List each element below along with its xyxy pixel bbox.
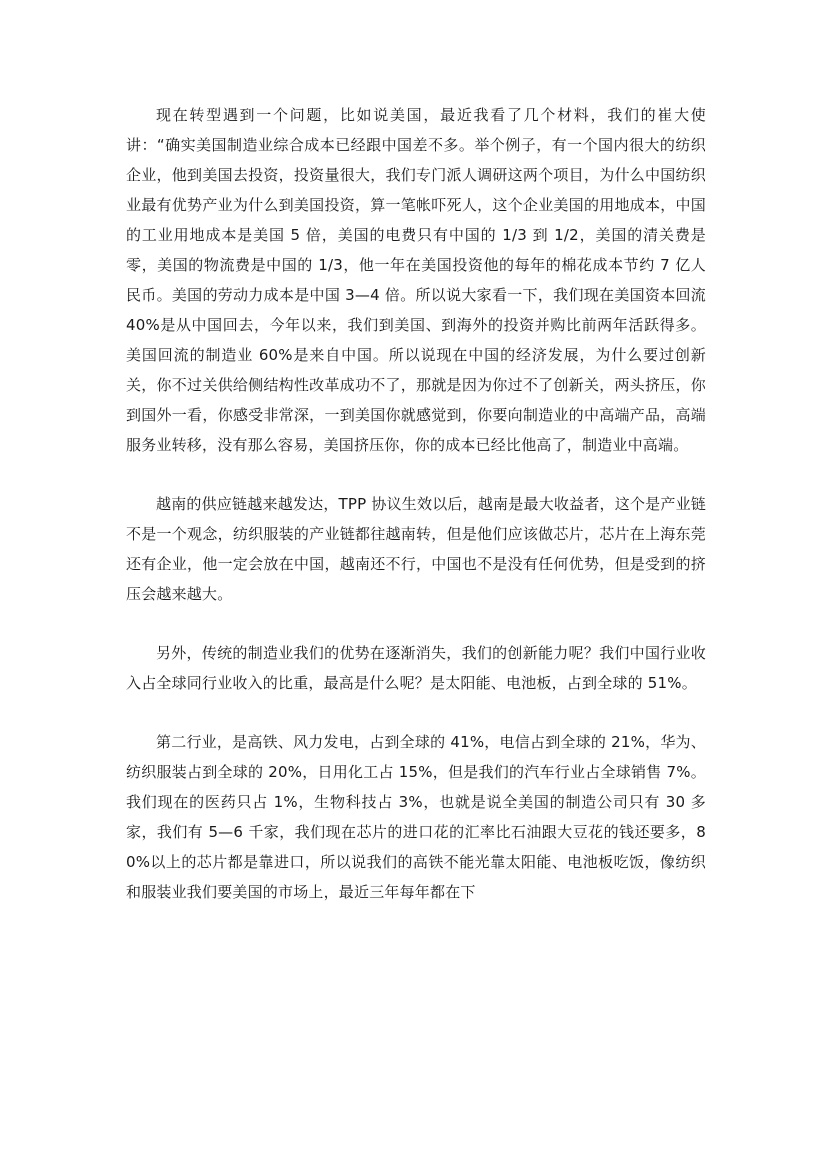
paragraph-us-manufacturing-cost: 现在转型遇到一个问题，比如说美国，最近我看了几个材料，我们的崔大使讲：“确实美国制造业综合成本已经跟中国差不多。举个例子，有一个国内很大的纺织企业，他到美国去投资，投资量很大，我们专门派人调研这两个项目，为什么中国纺织业最有优势产业为什么到美国投资，算一笔帐吓死人，这个企业美国的用地成本，中国的工业用地成本是美国 5 倍，美国的电费只有中国的 1/3 到 1/2，美国的清关费是零，美国的物流费是中国的 1/3，他一年在美国投资他的每年的棉花成本节约 7 亿人民币。美国的劳动力成本是中国 3—4 倍。所以说大家看一下，我们现在美国资本回流 40%是从中国回去，今年以来，我们到美国、到海外的投资并购比前两年活跃得多。美国回流的制造业 60%是来自中国。所以说现在中国的经济发展，为什么要过创新关，你不过关供给侧结构性改革成功不了，那就是因为你过不了创新关，两头挤压，你到国外一看，你感受非常深，一到美国你就感觉到，你要向制造业的中高端产品，高端服务业转移，没有那么容易，美国挤压你，你的成本已经比他高了，制造业中高端。: [126, 106, 706, 454]
paragraph-innovation-capacity: 另外，传统的制造业我们的优势在逐渐消失，我们的创新能力呢？我们中国行业收入占全球同行业收入的比重，最高是什么呢？是太阳能、电池板，占到全球的 51%。: [126, 644, 706, 692]
paragraph-vietnam-supply-chain: 越南的供应链越来越发达，TPP 协议生效以后，越南是最大收益者，这个是产业链不是一个观念，纺织服装的产业链都往越南转，但是他们应该做芯片，芯片在上海东莞还有企业，他一定会放在中国，越南还不行，中国也不是没有任何优势，但是受到的挤压会越来越大。: [126, 495, 706, 603]
document-body: [126, 100, 706, 936]
paragraph-second-industry: 第二行业，是高铁、风力发电，占到全球的 41%，电信占到全球的 21%，华为、纺织服装占到全球的 20%，日用化工占 15%，但是我们的汽车行业占全球销售 7%。我们现在的医药只占 1%，生物科技占 3%，也就是说全美国的制造公司只有 30 多家，我们有 5—6 千家，我们现在芯片的进口花的汇率比石油跟大豆花的钱还要多，80%以上的芯片都是靠进口，所以说我们的高铁不能光靠太阳能、电池板吃饭，像纺织和服装业我们要美国的市场上，最近三年每年都在下: [126, 733, 706, 901]
